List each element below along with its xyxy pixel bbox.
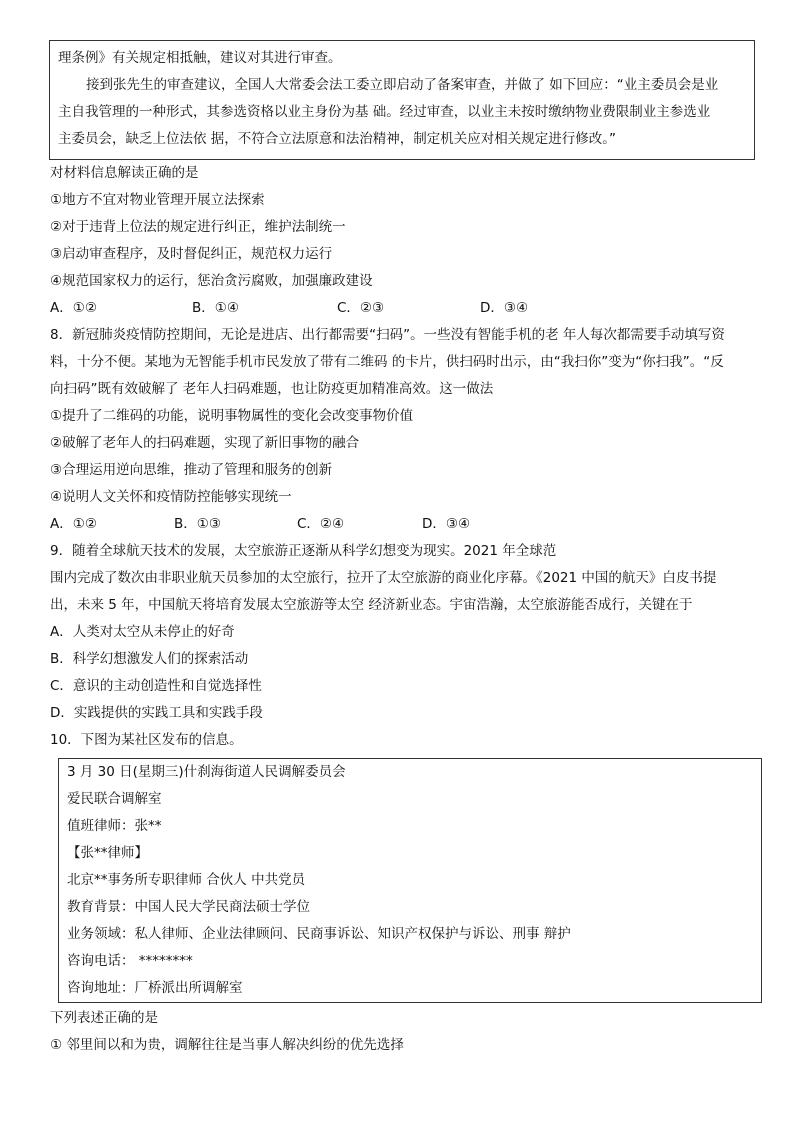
q7-item-4: ④规范国家权力的运行，惩治贪污腐败，加强廉政建设 (50, 273, 373, 289)
q10-after-stem: 下列表述正确的是 (50, 1010, 158, 1026)
community-notice-box (58, 758, 762, 1003)
notice-line-3: 值班律师：张** (67, 818, 162, 834)
q8-option-c: C．②④ (297, 516, 345, 532)
notice-line-4: 【张**律师】 (67, 845, 148, 861)
q7-item-1: ①地方不宜对物业管理开展立法探索 (50, 192, 265, 208)
question-10 (50, 727, 756, 1059)
question-9 (50, 538, 756, 727)
q9-option-a: A．人类对太空从未停止的好奇 (50, 624, 235, 640)
q7-option-a: A．①② (50, 300, 97, 316)
notice-line-8: 咨询电话： ******** (67, 953, 193, 969)
q8-option-b: B．①③ (174, 516, 221, 532)
notice-line-7: 业务领域：私人律师、企业法律顾问、民商事诉讼、知识产权保护与诉讼、刑事 辩护 (67, 926, 571, 942)
q7-item-2: ②对于违背上位法的规定进行纠正，维护法制统一 (50, 219, 346, 235)
notice-line-6: 教育背景：中国人民大学民商法硕士学位 (67, 899, 310, 915)
q10-item-1: ① 邻里间以和为贵，调解往往是当事人解决纠纷的优先选择 (50, 1037, 404, 1053)
material-line-1: 理条例》有关规定相抵触，建议对其进行审查。 (58, 50, 342, 66)
q9-option-d: D．实践提供的实践工具和实践手段 (50, 705, 263, 721)
exam-page (50, 40, 756, 1059)
q8-line-3: 向扫码”既有效破解了 老年人扫码难题，也让防疫更加精准高效。这一做法 (50, 381, 494, 397)
q8-options (50, 511, 756, 538)
q8-line-1: 8．新冠肺炎疫情防控期间，无论是进店、出行都需要“扫码”。一些没有智能手机的老 年人每次都需要手动填写资 (50, 327, 725, 343)
q8-item-4: ④说明人文关怀和疫情防控能够实现统一 (50, 489, 292, 505)
question-7 (50, 160, 756, 322)
q7-stem: 对材料信息解读正确的是 (50, 165, 199, 181)
q8-item-1: ①提升了二维码的功能，说明事物属性的变化会改变事物价值 (50, 408, 414, 424)
q8-item-3: ③合理运用逆向思维，推动了管理和服务的创新 (50, 462, 333, 478)
q8-item-2: ②破解了老年人的扫码难题，实现了新旧事物的融合 (50, 435, 360, 451)
q10-stem: 10．下图为某社区发布的信息。 (50, 732, 243, 748)
q9-line-1: 9．随着全球航天技术的发展，太空旅游正逐渐从科学幻想变为现实。2021 年全球范 (50, 543, 557, 559)
material-line-4: 主委员会，缺乏上位法依 据，不符合立法原意和法治精神，制定机关应对相关规定进行修改。” (58, 131, 617, 147)
q8-line-2: 料，十分不便。某地为无智能手机市民发放了带有二维码 的卡片，供扫码时出示，由“我扫你”变为“你扫我”。“反 (50, 354, 724, 370)
q7-option-b: B．①④ (192, 300, 239, 316)
q9-line-3: 出，未来 5 年，中国航天将培育发展太空旅游等太空 经济新业态。宇宙浩瀚，太空旅游能否成行，关键在于 (50, 597, 693, 613)
q9-option-c: C．意识的主动创造性和自觉选择性 (50, 678, 262, 694)
material-line-2: 接到张先生的审查建议，全国人大常委会法工委立即启动了备案审查，并做了 如下回应：“业主委员会是业 (86, 77, 719, 93)
q7-item-3: ③启动审查程序，及时督促纠正，规范权力运行 (50, 246, 333, 262)
q8-option-d: D．③④ (422, 516, 471, 532)
notice-line-1: 3 月 30 日(星期三)什刹海街道人民调解委员会 (67, 764, 346, 780)
material-line-3: 主自我管理的一种形式，其参选资格以业主身份为基 础。经过审查，以业主未按时缴纳物业费限制业主参选业 (58, 104, 711, 120)
q7-option-d: D．③④ (480, 300, 529, 316)
material-box (49, 40, 755, 160)
q8-option-a: A．①② (50, 516, 97, 532)
notice-line-5: 北京**事务所专职律师 合伙人 中共党员 (67, 872, 306, 888)
notice-line-9: 咨询地址：厂桥派出所调解室 (67, 980, 243, 996)
notice-line-2: 爱民联合调解室 (67, 791, 162, 807)
q7-options (50, 295, 756, 322)
question-8 (50, 322, 756, 538)
q7-option-c: C．②③ (337, 300, 385, 316)
q9-option-b: B．科学幻想激发人们的探索活动 (50, 651, 249, 667)
q9-line-2: 围内完成了数次由非职业航天员参加的太空旅行，拉开了太空旅游的商业化序幕。《2021 中国的航天》白皮书提 (50, 570, 717, 586)
